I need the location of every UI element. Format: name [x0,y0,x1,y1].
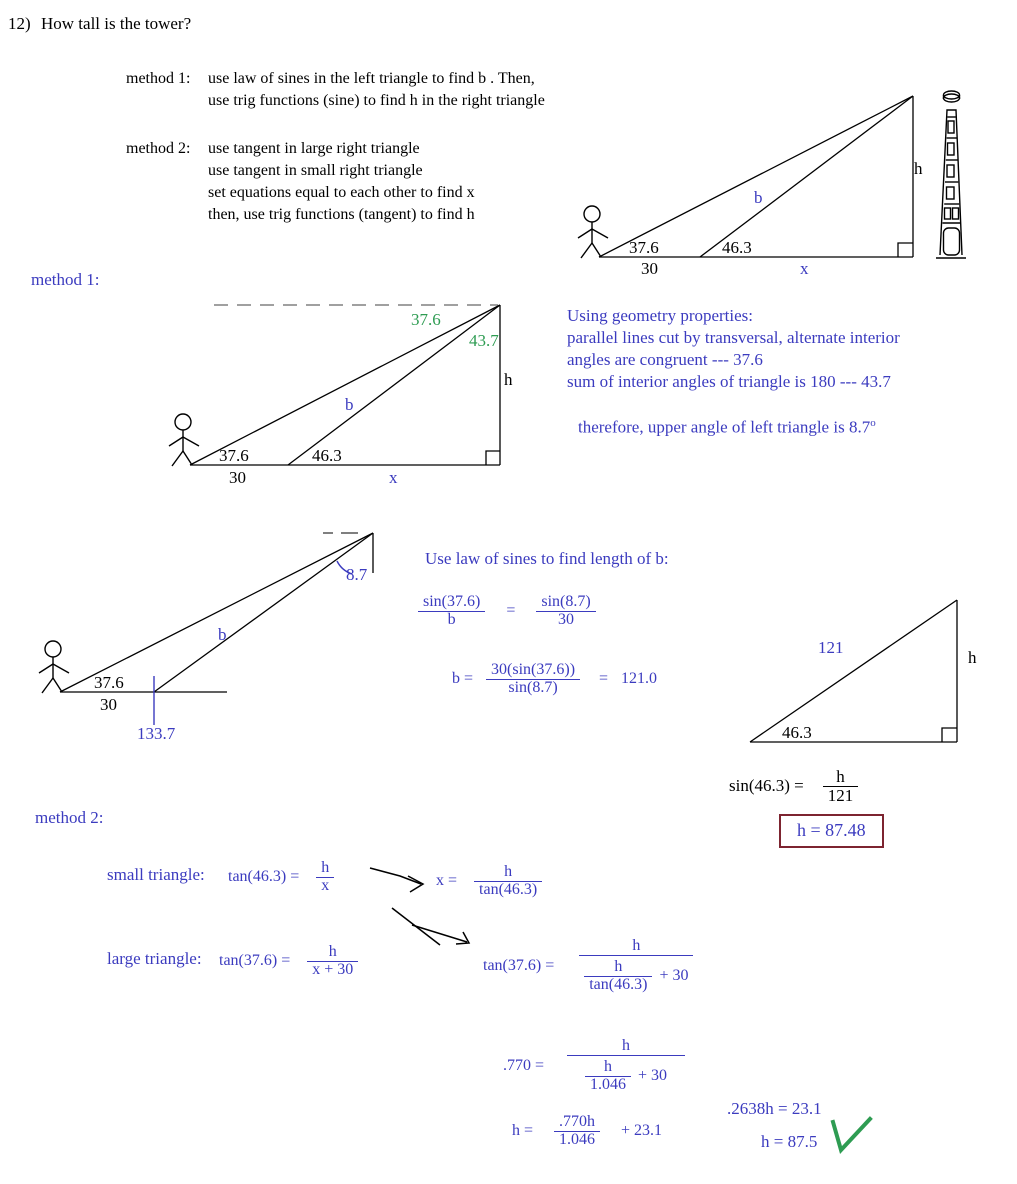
h-over-x-fraction [316,860,334,895]
small-denominator: x [316,877,334,895]
triangle-1-outline [599,96,913,257]
tan376-label: tan(37.6) = [219,952,291,970]
x-solution-equation [436,864,542,899]
geometry-note-conclusion-text: therefore, upper angle of left triangle is 8.7 [578,417,871,437]
diagram2-base-right: x [389,468,398,487]
diagram1-hypotenuse-label: b [754,188,763,207]
problem-question: How tall is the tower? [41,14,192,33]
complex-numerator: h [632,937,641,954]
equals-sign-2: = [599,670,609,688]
large-triangle-equation [219,944,358,979]
method1-answer-container [779,814,884,848]
geometry-note-line-4: sum of interior angles of triangle is 180 --- 43.7 [567,372,891,391]
diagram2-angle-top-green: 37.6 [411,310,441,329]
small-triangle-equation [228,860,334,895]
sin37-over-b-fraction [418,594,485,629]
diagram4-angle-left: 46.3 [782,723,812,742]
complex-denominator-row [584,959,688,994]
stick-figure-3 [39,641,69,693]
arrow-2 [392,908,469,945]
diagram1-angle-left: 37.6 [629,238,659,257]
combined-tan376-label: tan(37.6) = [483,956,555,974]
triangle-4-outline [750,600,957,742]
rhs-numerator: sin(8.7) [541,593,591,610]
method2-intro-line-3: set equations equal to each other to find x [208,184,475,201]
method2-intro-line-1: use tangent in large right triangle [208,140,420,157]
method1-intro-line-1: use law of sines in the left triangle to find b . Then, [208,70,535,87]
geometry-note-line-2: parallel lines cut by transversal, alternate interior [567,328,900,347]
diagram2-angle-mid: 46.3 [312,446,342,465]
diagram4-hypotenuse-label: 121 [818,638,844,657]
small-numerator: h [321,859,330,876]
problem-number: 12) [8,14,31,33]
rhs-denominator: 30 [536,611,595,629]
diagram2-angle-left: 37.6 [219,446,249,465]
b-denominator: sin(8.7) [486,679,580,697]
final-numerator: .770h [559,1113,596,1130]
value-121-denominator: 121 [823,786,859,805]
complex-denominator [579,955,693,994]
law-of-sines-equation-1 [418,594,596,629]
method1-intro-line-2: use trig functions (sine) to find h in the right triangle [208,92,545,109]
diagram3-hypotenuse-label: b [218,625,227,644]
plus-thirty-1: + 30 [659,966,689,984]
inner-numerator: h [614,957,623,975]
complex-fraction-1 [579,938,693,993]
small-triangle-label: small triangle: [107,865,205,884]
x-denominator: tan(46.3) [474,881,542,899]
numeric-equation [503,1038,685,1093]
h-equals-label: h = [512,1122,534,1140]
law-of-sines-heading: Use law of sines to find length of b: [425,549,669,568]
b-solution-fraction [486,662,580,697]
combined-equation [483,938,693,993]
geometry-note-line-3: angles are congruent --- 37.6 [567,350,763,369]
final-plus-term: + 23.1 [621,1122,663,1140]
method2-intro-line-2: use tangent in small right triangle [208,162,423,179]
numeric-denominator-row [572,1059,680,1094]
numeric-denominator [567,1055,685,1094]
lhs-denominator: b [418,611,485,629]
diagram3-angle-apex: 8.7 [346,565,368,584]
method2-intro-label: method 2: [126,140,191,157]
final-equation [512,1114,662,1149]
diagram1-base-left: 30 [641,259,658,278]
inner-fraction-1 [584,959,652,994]
x-equals-label: x = [436,872,458,890]
diagram1-base-right: x [800,259,809,278]
stick-figure-1 [578,206,608,258]
diagram3-supplementary-angle: 133.7 [137,724,176,743]
diagram3-angle-left: 37.6 [94,673,124,692]
diagram1-angle-mid: 46.3 [722,238,752,257]
method1-answer-box: h = 87.48 [779,814,884,848]
point770-label: .770 = [503,1056,545,1074]
tower-illustration [936,91,966,258]
equals-sign-1: = [506,602,516,620]
plus-thirty-2: + 30 [638,1066,668,1084]
geometry-note-conclusion [578,417,876,437]
numeric-numerator: h [622,1037,631,1054]
green-check-icon [833,1119,870,1150]
large-numerator: h [328,943,337,960]
diagram2-hypotenuse-label: b [345,395,354,414]
numeric-inner-numerator: h [604,1057,613,1075]
sine-solution-equation [729,768,858,805]
inner-fraction-2 [585,1059,631,1094]
degree-symbol: o [870,417,876,429]
complex-fraction-2 [567,1038,685,1093]
diagram2-height-label: h [504,370,513,389]
x-numerator: h [504,863,513,880]
final-fraction [554,1114,600,1149]
method1-section-label: method 1: [31,270,100,289]
x-solution-fraction [474,864,542,899]
diagram2-base-left: 30 [229,468,246,487]
h-numerator: h [836,767,845,786]
diagram4-height-label: h [968,648,977,667]
law-of-sines-equation-2 [452,662,657,697]
numeric-inner-denominator: 1.046 [585,1076,631,1094]
method2-intro-line-4: then, use trig functions (tangent) to find h [208,206,475,223]
b-numerator: 30(sin(37.6)) [491,661,576,678]
sin87-over-30-fraction [536,594,595,629]
diagram2-angle-inner-green: 43.7 [469,331,499,350]
large-denominator: x + 30 [307,961,358,979]
step-2638h-equation: .2638h = 23.1 [727,1099,822,1118]
lhs-numerator: sin(37.6) [423,593,481,610]
b-equals-label: b = [452,670,474,688]
final-answer-h: h = 87.5 [761,1132,818,1151]
inner-denominator: tan(46.3) [584,976,652,994]
diagram1-height-label: h [914,159,923,178]
sin463-label: sin(46.3) = [729,776,804,796]
geometry-note-line-1: Using geometry properties: [567,306,754,325]
arrow-1 [370,868,423,892]
tan463-label: tan(46.3) = [228,868,300,886]
diagram3-base-left: 30 [100,695,117,714]
h-over-x-plus-30-fraction [307,944,358,979]
triangle-2-outline [190,305,500,465]
b-result-value: 121.0 [621,670,658,688]
final-denominator: 1.046 [554,1131,600,1149]
method1-intro-label: method 1: [126,70,191,87]
stick-figure-2 [169,414,199,466]
method2-section-label: method 2: [35,808,104,827]
h-over-121-fraction [823,768,859,805]
large-triangle-label: large triangle: [107,949,202,968]
